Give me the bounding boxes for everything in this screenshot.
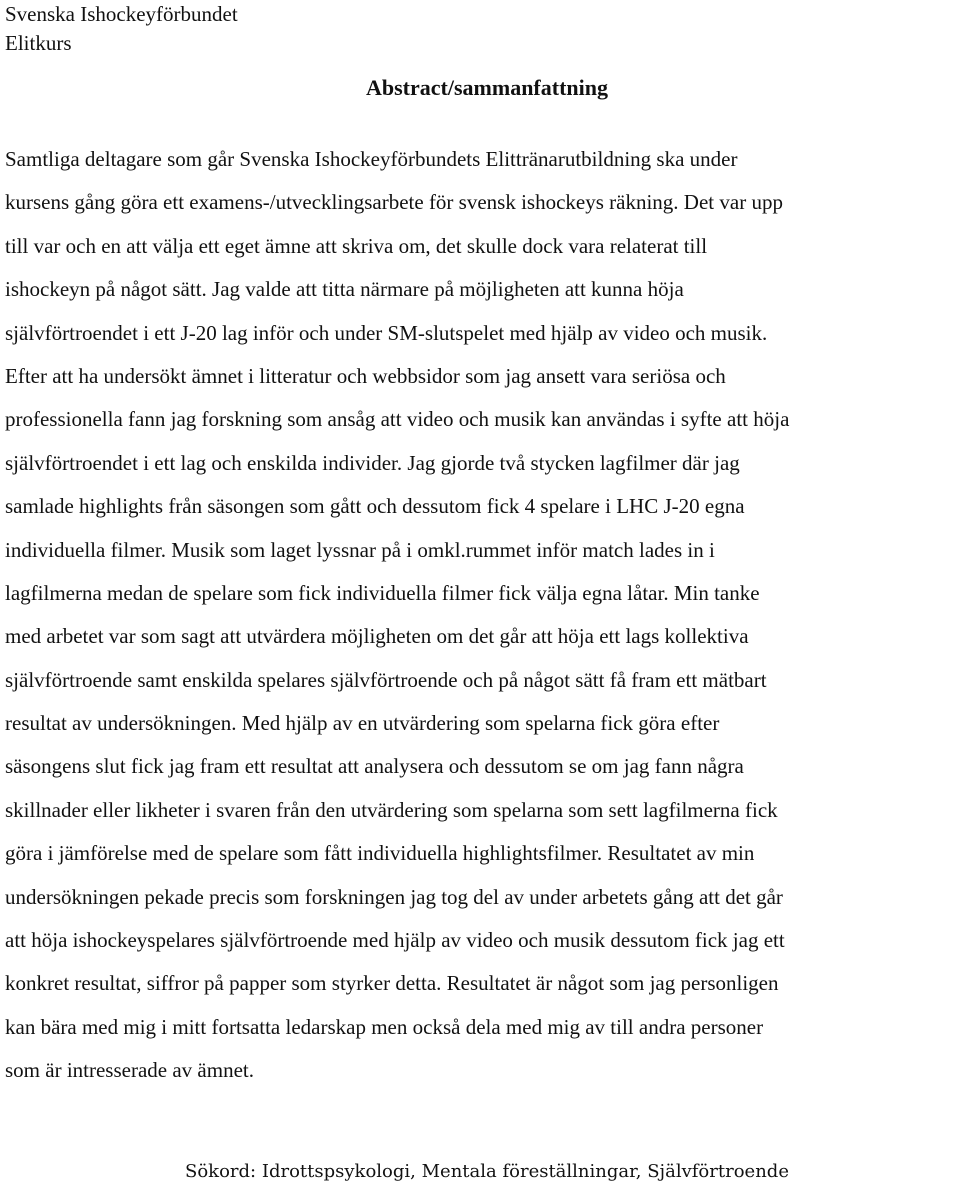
abstract-line: att höja ishockeyspelares självförtroende med hjälp av video och musik dessutom fick jag ett [5, 928, 785, 953]
abstract-body [5, 144, 957, 1099]
abstract-line: som är intresserade av ämnet. [5, 1058, 254, 1083]
course-name: Elitkurs [5, 31, 72, 55]
document-header [5, 0, 238, 58]
abstract-line: säsongens slut fick jag fram ett resultat att analysera och dessutom se om jag fann några [5, 754, 744, 779]
abstract-line: kan bära med mig i mitt fortsatta ledarskap men också dela med mig av till andra personer [5, 1014, 764, 1039]
abstract-line: konkret resultat, siffror på papper som styrker detta. Resultatet är något som jag personligen [5, 971, 779, 996]
abstract-line: till var och en att välja ett eget ämne att skriva om, det skulle dock vara relaterat till [5, 233, 708, 258]
abstract-line: göra i jämförelse med de spelare som fått individuella highlightsfilmer. Resultatet av min [5, 841, 755, 866]
abstract-line: Samtliga deltagare som går Svenska Ishockeyförbundets Elittränarutbildning ska under [5, 147, 738, 171]
abstract-line: individuella filmer. Musik som laget lyssnar på i omkl.rummet inför match lades in i [5, 537, 715, 562]
abstract-line: samlade highlights från säsongen som gått och dessutom fick 4 spelare i LHC J-20 egna [5, 494, 745, 519]
abstract-line: resultat av undersökningen. Med hjälp av en utvärdering som spelarna fick göra efter [5, 711, 720, 736]
abstract-line: skillnader eller likheter i svaren från den utvärdering som spelarna som sett lagfilmerna fick [5, 797, 778, 822]
organization-name: Svenska Ishockeyförbundet [5, 2, 238, 26]
abstract-line: ishockeyn på något sätt. Jag valde att titta närmare på möjligheten att kunna höja [5, 277, 684, 302]
abstract-line: lagfilmerna medan de spelare som fick individuella filmer fick välja egna låtar. Min tanke [5, 580, 760, 605]
abstract-line: Efter att ha undersökt ämnet i litteratur och webbsidor som jag ansett vara seriösa och [5, 363, 726, 388]
keywords-line: Sökord: Idrottspsykologi, Mentala föreställningar, Självförtroende [185, 1161, 789, 1182]
abstract-line: med arbetet var som sagt att utvärdera möjligheten om det går att höja ett lags kollektiva [5, 624, 749, 649]
abstract-line: professionella fann jag forskning som ansåg att video och musik kan användas i syfte att höja [5, 407, 790, 432]
abstract-line: undersökningen pekade precis som forskningen jag tog del av under arbetets gång att det går [5, 884, 783, 909]
abstract-line: kursens gång göra ett examens-/utvecklingsarbete för svensk ishockeys räkning. Det var upp [5, 190, 783, 215]
abstract-line: självförtroende samt enskilda spelares självförtroende och på något sätt få fram ett mätbart [5, 667, 767, 692]
abstract-line: självförtroendet i ett lag och enskilda individer. Jag gjorde två stycken lagfilmer där jag [5, 450, 740, 475]
document-title: Abstract/sammanfattning [366, 75, 608, 100]
abstract-line: självförtroendet i ett J-20 lag inför och under SM-slutspelet med hjälp av video och musik. [5, 320, 768, 345]
